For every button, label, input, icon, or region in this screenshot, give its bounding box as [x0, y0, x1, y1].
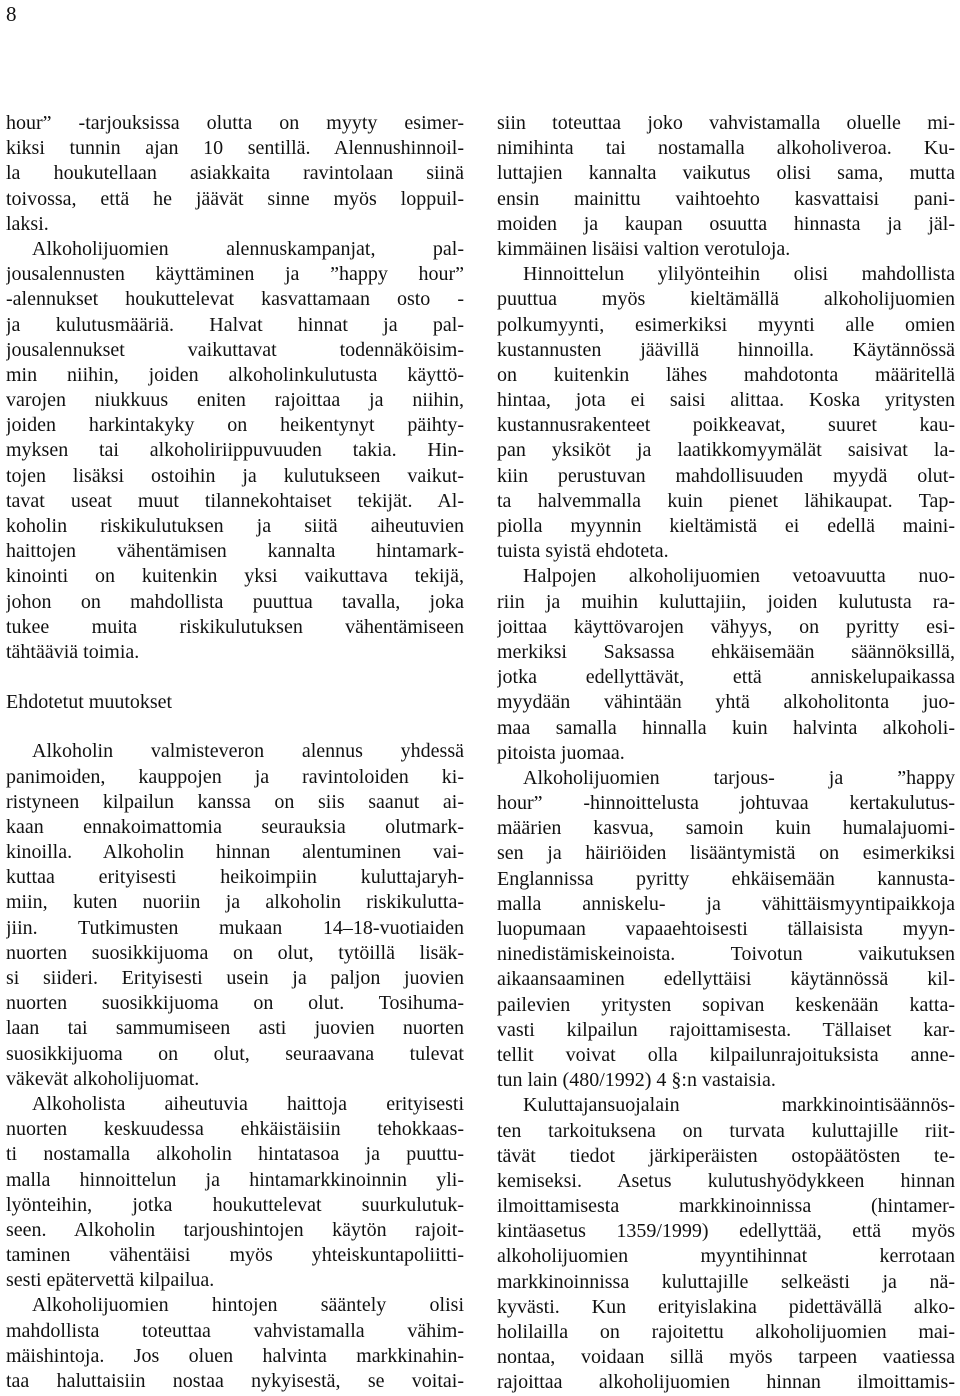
text-line: malla anniskelu- ja vähittäismyyntipaikkoja [497, 892, 955, 915]
text-line: pan yksiköt ja laatikkomyymälät saisivat la- [497, 439, 955, 462]
text-line: hintaa, jota ei saisi alittaa. Koska yritysten [497, 389, 955, 412]
text-line: mäishintoja. Jos oluen halvinta markkinahin- [6, 1344, 464, 1367]
text-line: markkinoinnissa kuluttajille selkeästi ja nä- [497, 1270, 955, 1293]
text-line: tävät tiedot järkiperäisten ostopäätösten te- [497, 1144, 955, 1167]
text-line: nimihinta tai nostamalla alkoholiveroa. Ku- [497, 137, 955, 160]
left-column [6, 111, 464, 1394]
text-line: jousalennusten käyttäminen ja ”happy hour” [6, 263, 464, 286]
paragraph [6, 111, 464, 237]
text-line: jiin. Tutkimusten mukaan 14–18-vuotiaiden [6, 916, 464, 939]
section-heading: Ehdotetut muutokset [6, 691, 173, 714]
text-line: kintäasetus 1359/1999) edellyttää, että myös [497, 1220, 955, 1243]
text-line: siin toteuttaa joko vahvistamalla oluelle mi- [497, 112, 955, 134]
text-line: taa haluttaisiin nostaa nykyisestä, se voitai- [6, 1370, 464, 1392]
text-line: jotka edellyttävät, että anniskelupaikassa [497, 666, 955, 689]
text-line: Alkoholijuomien alennuskampanjat, pal- [32, 237, 464, 260]
text-line: luopumaan vapaaehtoisesti tällaisista myyn- [497, 918, 955, 940]
text-line: taminen vähentäisi myös yhteiskuntapoliitti- [6, 1244, 464, 1267]
right-column [497, 111, 955, 1396]
paragraph [497, 766, 955, 1093]
text-line: ilmoittamisesta markkinoinnissa (hintamer- [497, 1195, 955, 1218]
text-line: myydään vähintään yhtä alkoholitonta juo- [497, 691, 955, 714]
text-line: la houkutellaan asiakkaita ravintolaan siinä [6, 162, 464, 185]
text-line: tojen lisäksi ostoihin ja kulutukseen vaikut- [6, 464, 464, 487]
text-line: maa samalla hinnalla kuin halvinta alkoholi- [497, 716, 955, 739]
text-line: Kuluttajansuojalain markkinointisäännös- [523, 1094, 955, 1117]
text-line: kustannusrakenteet poikkeavat, suuret kau- [497, 414, 955, 437]
text-line: Englannissa pyritty ehkäisemään kannusta- [497, 867, 955, 890]
text-line: malla hinnoittelun ja hintamarkkinoinnin yli- [6, 1168, 464, 1191]
text-line: määrien kasvua, samoin kuin humalajuomi- [497, 817, 955, 840]
text-line: haittojen vähentämisen kannalta hintamark- [6, 540, 464, 563]
text-line: myksen tai alkoholiriippuvuuden takia. Hin- [6, 439, 464, 462]
text-line: varojen niukkuus eniten rajoittaa ja niihin, [6, 389, 464, 412]
paragraph [497, 111, 955, 262]
text-line: tavat useat muut tilannekohtaiset tekijät. Al- [6, 489, 464, 512]
text-line: Hinnoittelun ylilyönteihin olisi mahdollista [523, 263, 955, 286]
text-line: tähtääviä toimia. [6, 640, 140, 663]
text-line: nuorten suosikkijuoma on olut. Tosihuma- [6, 992, 464, 1015]
text-line: tukee muita riskikulutuksen vähentämiseen [6, 615, 464, 638]
text-line: lyönteihin, jotka houkuttelevat suurkulutuk- [6, 1193, 464, 1216]
text-line: pitoista juomaa. [497, 741, 625, 764]
text-line: alkoholijuomien myyntihinnat kerrotaan [497, 1245, 955, 1268]
text-line: puuttua myös kieltämällä alkoholijuomien [497, 288, 955, 311]
text-line: min niihin, joiden alkoholinkulutusta käyttö- [6, 363, 464, 386]
text-line: toivossa, että he jäävät sinne myös loppuil- [6, 187, 464, 210]
text-line: kustannusten jäävillä hinnoilla. Käytännössä [497, 338, 955, 361]
text-line: ti nostamalla alkoholin hintatasoa ja puuttu- [6, 1143, 464, 1166]
paragraph [6, 237, 464, 665]
text-line: kiksi tunnin ajan 10 sentillä. Alennushinnoil- [6, 137, 464, 160]
text-line: si siideri. Erityisesti usein ja paljon juovien [6, 967, 464, 989]
text-line: laan tai sammumiseen asti juovien nuorten [6, 1017, 464, 1040]
text-line: kaan ennakoimattomia seurauksia olutmark- [6, 815, 464, 838]
text-line: Alkoholijuomien hintojen sääntely olisi [32, 1294, 464, 1317]
text-line: merkiksi Saksassa ehkäisemään säännöksillä, [497, 640, 955, 663]
text-line: johon on mahdollista puuttua tavalla, joka [6, 590, 464, 613]
text-line: mahdollista toteuttaa vahvistamalla vähim- [6, 1319, 464, 1342]
text-line: riin ja muihin kuluttajiin, joiden kulutusta ra- [497, 590, 955, 613]
text-line: ja kulutusmääriä. Halvat hinnat ja pal- [6, 313, 464, 336]
text-line: väkevät alkoholijuomat. [6, 1067, 200, 1090]
text-line: sesti epätervettä kilpailua. [6, 1269, 215, 1292]
text-line: Alkoholista aiheutuvia haittoja erityisesti [32, 1092, 464, 1115]
text-line: tun lain (480/1992) 4 §:n vastaisia. [497, 1069, 776, 1092]
text-line: luttajien kannalta vaikutus olisi sama, mutta [497, 162, 955, 185]
text-line: -alennukset houkuttelevat kasvattamaan osto - [6, 288, 464, 311]
text-line: moiden ja kaupan osuutta hinnasta ja jäl- [497, 212, 955, 235]
page-number: 8 [6, 2, 17, 26]
text-line: pailevien yritysten sopivan keskenään katta- [497, 993, 955, 1016]
text-line: kyvästi. Kun erityislakina pidettävällä alko- [497, 1295, 955, 1318]
text-line: tellit voivat olla kilpailunrajoituksista anne- [497, 1043, 955, 1066]
text-line: kinointi on kuitenkin yksi vaikuttava tekijä, [6, 565, 464, 588]
text-line: sen ja häiriöiden lisääntymistä on esimerkiksi [497, 842, 955, 865]
text-line: kiin perustuvan mahdollisuuden myydä olut- [497, 464, 955, 487]
text-line: nontaa, voidaan sillä myös tarpeen vaatiessa [497, 1346, 955, 1369]
text-line: Alkoholijuomien tarjous- ja ”happy [523, 766, 955, 789]
text-line: ta halvemmalla kuin pienet lähikaupat. Tap- [497, 489, 955, 512]
text-line: suosikkijuoma on olut, seuraavana tulevat [6, 1042, 464, 1065]
text-line: hour” -hinnoittelusta johtuvaa kertakulutus- [497, 792, 955, 815]
text-line: laksi. [6, 212, 49, 235]
text-line: ten tarkoituksena on turvata kuluttajille riit- [497, 1119, 955, 1142]
text-line: joiden harkintakyky on heikentynyt päihty- [6, 414, 464, 437]
text-line: ensin mainittu vaihtoehto kasvattaisi pani- [497, 187, 955, 210]
text-line: Alkoholin valmisteveron alennus yhdessä [32, 740, 464, 763]
text-line: vasti kilpailun rajoittamisesta. Tällaiset kar- [497, 1018, 955, 1041]
paragraph [497, 564, 955, 766]
paragraph [6, 1293, 464, 1394]
text-line: hour” -tarjouksissa olutta on myyty esimer- [6, 112, 464, 134]
text-line: jousalennukset vaikuttavat todennäköisim- [6, 338, 464, 361]
text-line: kinoilla. Alkoholin hinnan alentuminen vai- [6, 841, 464, 864]
text-line: rajoittaa alkoholijuomien hinnan ilmoittamis- [497, 1371, 955, 1394]
text-line: tuista syistä ehdoteta. [497, 540, 669, 563]
text-line: piolla myynnin kieltämistä ei edellä maini- [497, 515, 955, 537]
paragraph [497, 1093, 955, 1395]
text-line: on kuitenkin lähes mahdotonta määritellä [497, 363, 955, 386]
text-line: aikaansaaminen edellyttäisi käytännössä kil- [497, 968, 955, 991]
text-line: Halpojen alkoholijuomien vetoavuutta nuo- [523, 565, 955, 588]
text-line: panimoiden, kauppojen ja ravintoloiden ki- [6, 765, 464, 788]
text-line: koholin riskikulutuksen ja siitä aiheutuvien [6, 515, 464, 537]
text-line: miin, kuten nuoriin ja alkoholin riskikulutta- [6, 891, 464, 914]
paragraph [6, 739, 464, 1092]
text-line: polkumyynti, esimerkiksi myynti alle omien [497, 313, 955, 336]
text-line: ninedistämiskeinoista. Toivotun vaikutuksen [497, 943, 955, 966]
paragraph [497, 262, 955, 564]
paragraph [6, 1092, 464, 1294]
text-line: joittaa käyttövarojen vähyys, on pyritty esi- [497, 615, 955, 638]
text-line: seen. Alkoholin tarjoushintojen käytön rajoit- [6, 1218, 464, 1241]
text-line: kemiseksi. Asetus kulutushyödykkeen hinnan [497, 1169, 955, 1192]
text-line: kuttaa erityisesti heikoimpiin kuluttajaryh- [6, 866, 464, 889]
text-line: kimmäinen lisäisi valtion verotuloja. [497, 237, 791, 260]
text-line: ristyneen kilpailun kanssa on siis saanut ai- [6, 790, 464, 813]
text-line: nuorten suosikkijuoma on olut, tytöillä lisäk- [6, 941, 464, 964]
text-line: nuorten keskuudessa ehkäistäisiin tehokkaas- [6, 1118, 464, 1141]
text-line: holilailla on rajoitettu alkoholijuomien mai- [497, 1321, 955, 1343]
